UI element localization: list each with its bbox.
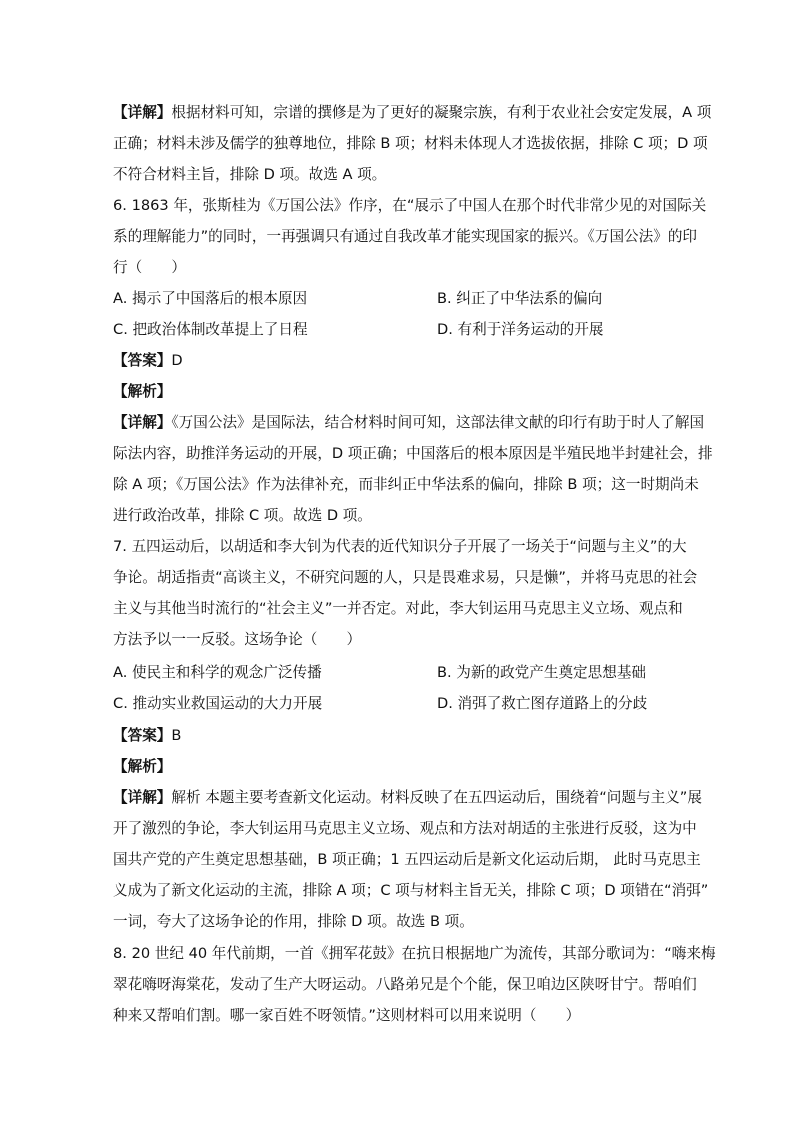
detail-label: 【详解】 [113, 789, 172, 806]
answer-value: D [171, 352, 183, 369]
q7-stem-line-3: 主义与其他当时流行的“社会主义”一并否定。对此，李大钊运用马克思主义立场、观点和 [113, 600, 683, 617]
q7-detail-line-5: 一词，夸大了这场争论的作用，排除 D 项。故选 B 项。 [113, 913, 474, 930]
answer-label: 【答案】 [113, 352, 172, 369]
q5-detail-line-3: 不符合材料主旨，排除 D 项。故选 A 项。 [113, 166, 387, 183]
q7-detail-line-2: 开了激烈的争论，李大钊运用马克思主义立场、观点和方法对胡适的主张进行反驳，这为中 [113, 820, 697, 837]
q7-analysis-label: 【解析】 [113, 758, 172, 775]
q6-stem-line-1: 6. 1863 年，张斯桂为《万国公法》作序，在“展示了中国人在那个时代非常少见的对国际关 [113, 197, 707, 214]
q6-option-b: B. 纠正了中华法系的偏向 [437, 290, 603, 307]
q6-option-a: A. 揭示了中国落后的根本原因 [113, 290, 308, 307]
q7-stem-line-4: 方法予以一一反驳。这场争论（ ） [113, 631, 362, 648]
q6-option-d: D. 有利于洋务运动的开展 [437, 321, 604, 338]
q7-option-b: B. 为新的政党产生奠定思想基础 [437, 664, 647, 681]
q8-stem-line-3: 种来又帮咱们割。哪一家百姓不呀领情。”这则材料可以用来说明（ ） [113, 1007, 581, 1024]
q6-detail-line-3: 除 A 项；《万国公法》作为法律补充，而非纠正中华法系的偏向，排除 B 项；这一时期尚未 [113, 476, 699, 493]
q8-stem-line-1: 8. 20 世纪 40 年代前期，一首《拥军花鼓》在抗日根据地广为流传，其部分歌词为：“嗨来梅 [113, 945, 716, 962]
q7-stem-line-2: 争论。胡适指责“高谈主义，不研究问题的人，只是畏难求易，只是懒”，并将马克思的社会 [113, 569, 698, 586]
detail-label: 【详解】 [113, 414, 172, 431]
q7-stem-line-1: 7. 五四运动后，以胡适和李大钊为代表的近代知识分子开展了一场关于“问题与主义”的大 [113, 538, 687, 555]
q7-detail-line-3: 国共产党的产生奠定思想基础，B 项正确；1 五四运动后是新文化运动后期， 此时马克思主 [113, 851, 701, 868]
q6-detail-line-2: 际法内容，助推洋务运动的开展，D 项正确；中国落后的根本原因是半殖民地半封建社会，排 [113, 445, 713, 462]
detail-label: 【详解】 [113, 104, 172, 121]
q7-option-c: C. 推动实业救国运动的大力开展 [113, 695, 323, 712]
answer-value: B [171, 727, 182, 744]
q7-option-d: D. 消弭了救亡图存道路上的分歧 [437, 695, 648, 712]
q6-analysis-label: 【解析】 [113, 383, 172, 400]
q6-detail-line-4: 进行政治改革，排除 C 项。故选 D 项。 [113, 507, 372, 524]
q5-detail-line-1: 【详解】根据材料可知，宗谱的撰修是为了更好的凝聚宗族，有利于农业社会安定发展，A 项 [113, 104, 712, 121]
q6-stem-line-2: 系的理解能力”的同时，一再强调只有通过自我改革才能实现国家的振兴。《万国公法》的印 [113, 228, 698, 245]
q7-detail-line-4: 义成为了新文化运动的主流，排除 A 项；C 项与材料主旨无关，排除 C 项；D 项错在“消弭” [113, 882, 709, 899]
q8-stem-line-2: 翠花嗨呀海棠花，发动了生产大呀运动。八路弟兄是个个能，保卫咱边区陕呀甘宁。帮咱们 [113, 976, 697, 993]
q5-detail-line-2: 正确；材料未涉及儒学的独尊地位，排除 B 项；材料未体现人才选拔依据，排除 C 项；D 项 [113, 135, 708, 152]
answer-label: 【答案】 [113, 727, 172, 744]
q7-detail-line-1: 【详解】解析 本题主要考查新文化运动。材料反映了在五四运动后，围绕着“问题与主义”展 [113, 789, 702, 806]
q6-detail-line-1: 【详解】《万国公法》是国际法，结合材料时间可知，这部法律文献的印行有助于时人了解国 [113, 414, 705, 431]
q6-stem-line-3: 行（ ） [113, 259, 186, 276]
q6-answer [113, 351, 673, 371]
q7-option-a: A. 使民主和科学的观念广泛传播 [113, 664, 322, 681]
q7-answer [113, 726, 673, 746]
q6-option-c: C. 把政治体制改革提上了日程 [113, 321, 308, 338]
